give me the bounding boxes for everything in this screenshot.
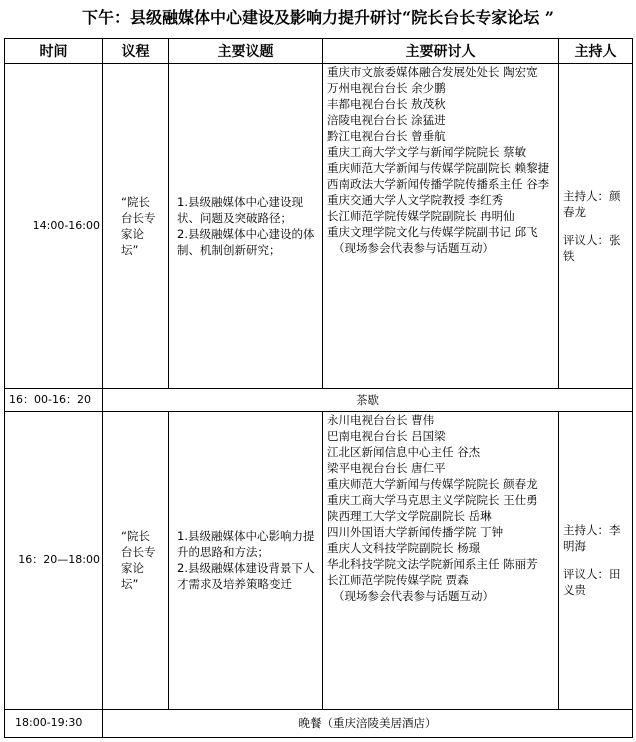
speaker: 重庆师范大学新闻与传媒学院副院长 赖黎捷 [327,161,550,176]
break-time: 16：00-16：20 [5,389,103,411]
speaker: 重庆文理学院文化与传媒学院副书记 邱飞 [327,225,538,240]
session1-agenda: “院长台长专家论坛” [103,64,169,389]
session2-topics [169,411,323,709]
dinner-row [5,709,633,737]
speaker: 重庆市文旅委媒体融合发展处处长 陶宏宽 [327,65,538,80]
session1-reviewer: 评议人：张铁 [563,233,621,264]
speaker: 梁平电视台台长 唐仁平 [327,460,446,475]
speaker-note: （现场参会代表参与话题互动） [333,588,494,603]
speaker: 重庆交通大学人文学院教授 李红秀 [327,193,504,208]
document-title: 下午：县级融媒体中心建设及影响力提升研讨“院长台长专家论坛 ” [82,8,554,27]
speaker: 重庆师范大学新闻与传媒学院院长 颜春龙 [327,476,538,491]
speaker: 陕西理工大学文学院副院长 岳琳 [327,508,492,523]
speaker: 西南政法大学新闻传播学院传播系主任 谷李 [327,177,550,192]
speaker: 巴南电视台台长 吕国梁 [327,428,446,443]
header-host: 主持人 [559,39,633,64]
session2-hosts [559,411,633,709]
session1-host: 主持人：颜春龙 [563,189,621,220]
session1-hosts [559,64,633,389]
session2-host: 主持人：李明海 [563,523,621,554]
session1-topic-2: 2.县级融媒体中心建设的体制、机制创新研究； [177,227,315,258]
schedule-table [4,38,633,738]
break-row [5,389,633,411]
speaker: 涪陵电视台台长 涂猛进 [327,113,446,128]
session2-topic-1: 1.县级融媒体中心影响力提升的思路和方法； [177,529,315,560]
speaker: 重庆工商大学文学与新闻学院院长 蔡敏 [327,145,527,160]
speaker-note: （现场参会代表参与话题互动） [333,241,494,256]
speaker: 长江师范学院传媒学院 贾森 [327,572,469,587]
dinner-time: 18:00-19:30 [5,709,103,737]
speaker: 重庆人文科技学院副院长 杨璟 [327,540,481,555]
session2-reviewer: 评议人：田义贵 [563,567,621,598]
header-time: 时间 [5,39,103,64]
speaker: 华北科技学院文法学院新闻系主任 陈丽芳 [327,556,538,571]
session1-row [5,64,633,389]
session1-time: 14:00-16:00 [5,64,103,389]
speaker: 万州电视台台长 余少鹏 [327,81,446,96]
session2-time: 16：20—18:00 [5,411,103,709]
speaker: 四川外国语大学新闻传播学院 丁钟 [327,524,504,539]
header-speakers: 主要研讨人 [323,39,559,64]
header-agenda: 议程 [103,39,169,64]
session2-row [5,411,633,709]
speaker: 黔江电视台台长 曾垂航 [327,129,446,144]
speaker: 丰都电视台台长 敖茂秋 [327,97,446,112]
session2-speakers [323,411,559,709]
session1-topics [169,64,323,389]
session2-topic-2: 2.县级融媒体建设背景下人才需求及培养策略变迁 [177,561,315,592]
session1-topic-1: 1.县级融媒体中心建设现状、问题及突破路径； [177,195,303,226]
header-topics: 主要议题 [169,39,323,64]
header-row [5,39,633,64]
speaker: 长江师范学院传媒学院副院长 冉明仙 [327,209,515,224]
session2-agenda: “院长台长专家论坛” [103,411,169,709]
speaker: 永川电视台台长 曹伟 [327,412,435,427]
break-label: 茶歇 [103,389,633,411]
speaker: 重庆工商大学马克思主义学院院长 王仕勇 [327,492,538,507]
session1-speakers [323,64,559,389]
speaker: 江北区新闻信息中心主任 谷杰 [327,444,481,459]
dinner-label: 晚餐（重庆涪陵美居酒店） [103,709,633,737]
